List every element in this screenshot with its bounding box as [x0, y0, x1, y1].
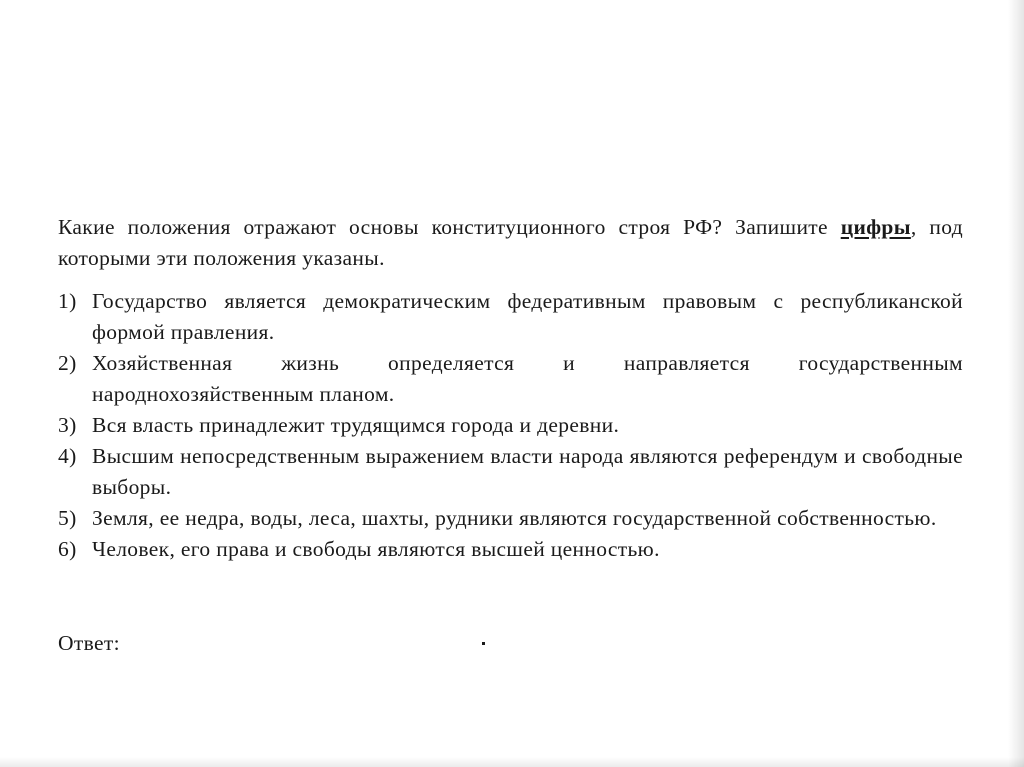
question-text-before: Какие положения отражают основы конституционного строя РФ? Запишите [58, 215, 841, 239]
option-number: 3) [58, 413, 77, 437]
option-item-5 [58, 503, 963, 534]
option-number: 5) [58, 506, 77, 530]
option-item-6 [58, 534, 963, 565]
option-text: Государство является демократическим федеративным правовым с республиканской формой правления. [92, 289, 963, 344]
options-list [58, 286, 963, 565]
option-text: Хозяйственная жизнь определяется и направляется государственным народнохозяйственным планом. [92, 351, 963, 406]
question-text [58, 212, 963, 274]
answer-dot [482, 642, 485, 645]
answer-label: Ответ: [58, 631, 120, 650]
answer-line [58, 628, 963, 650]
option-number: 1) [58, 289, 77, 313]
task-document [58, 212, 963, 565]
option-item-4 [58, 441, 963, 503]
page-bottom-shadow [0, 757, 1024, 767]
question-emphasis: цифры [840, 215, 911, 239]
option-item-2 [58, 348, 963, 410]
option-text: Земля, ее недра, воды, леса, шахты, рудники являются государственной собственностью. [92, 506, 937, 530]
option-item-1 [58, 286, 963, 348]
option-number: 4) [58, 444, 77, 468]
option-text: Человек, его права и свободы являются высшей ценностью. [92, 537, 660, 561]
question-text-after: , под которыми эти положения указаны. [58, 215, 964, 270]
option-number: 6) [58, 537, 77, 561]
option-number: 2) [58, 351, 77, 375]
option-text: Высшим непосредственным выражением власти народа являются референдум и свободные выборы. [92, 444, 963, 499]
option-item-3 [58, 410, 963, 441]
option-text: Вся власть принадлежит трудящимся города и деревни. [92, 413, 620, 437]
page-edge-shadow [1008, 0, 1024, 767]
